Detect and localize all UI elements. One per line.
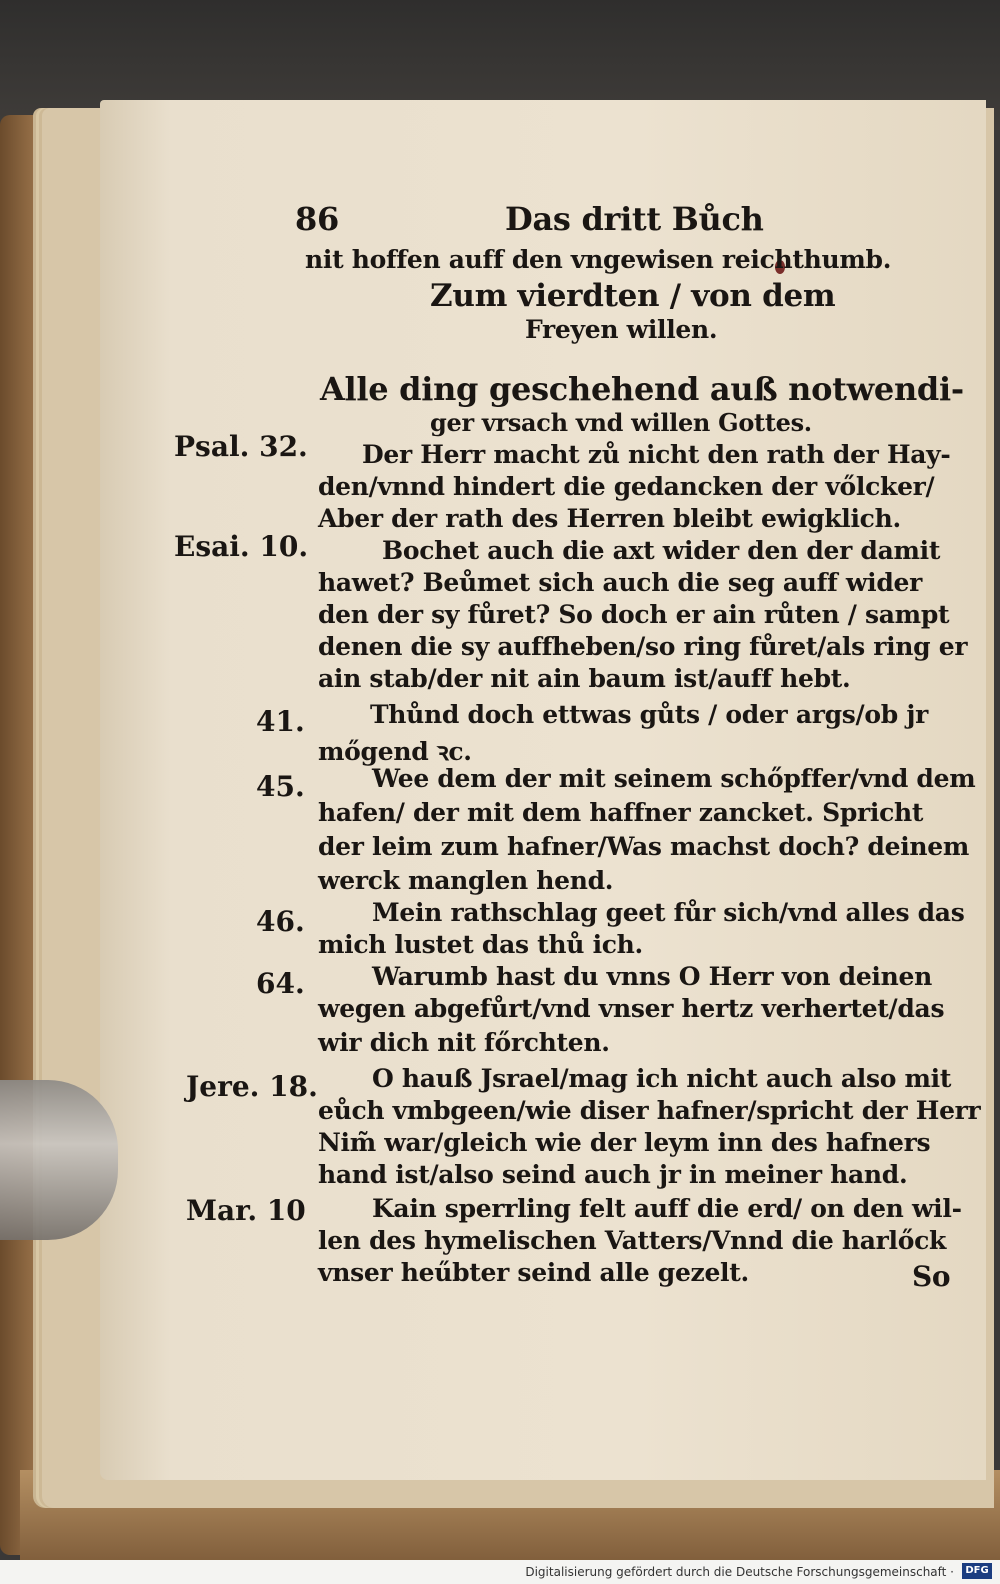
text-line: den/vnnd hindert die gedancken der vőlcker/ [318, 472, 935, 501]
text-line: Der Herr macht zů nicht den rath der Hay- [362, 440, 951, 469]
margin-reference: 64. [256, 967, 305, 1000]
running-title: Das dritt Bůch [505, 200, 764, 238]
text-line: eůch vmbgeen/wie diser hafner/spricht der Herr [318, 1096, 981, 1125]
text-line: mőgend ꝛc. [318, 737, 472, 766]
text-line: Mein rathschlag geet fůr sich/vnd alles das [372, 898, 965, 927]
text-line: Aber der rath des Herren bleibt ewigklich. [318, 504, 901, 533]
text-line: denen die sy auffheben/so ring fůret/als ring er [318, 632, 968, 661]
text-line: mich lustet das thů ich. [318, 930, 643, 959]
intro-line: nit hoffen auff den vngewisen reichthumb. [305, 245, 892, 274]
text-line: Nim̃ war/gleich wie der leym inn des hafners [318, 1128, 931, 1157]
margin-reference: Esai. 10. [174, 530, 309, 563]
text-line: der leim zum hafner/Was machst doch? deinem [318, 832, 970, 861]
book-page [100, 100, 986, 1480]
text-line: Thůnd doch ettwas gůts / oder args/ob jr [370, 700, 928, 729]
text-line: Warumb hast du vnns O Herr von deinen [372, 962, 932, 991]
catchword: So [912, 1260, 951, 1293]
margin-reference: Psal. 32. [174, 430, 308, 463]
text-line: werck manglen hend. [318, 866, 614, 895]
margin-reference: Jere. 18. [186, 1070, 318, 1103]
footer-credit: Digitalisierung gefördert durch die Deutsche Forschungsgemeinschaft · [525, 1565, 954, 1579]
text-line: Wee dem der mit seinem schőpffer/vnd dem [372, 764, 976, 793]
text-line: O hauß Jsrael/mag ich nicht auch also mit [372, 1064, 952, 1093]
text-line: vnser heűbter seind alle gezelt. [318, 1258, 749, 1287]
text-line: den der sy fůret? So doch er ain růten / sampt [318, 600, 950, 629]
text-line: Bochet auch die axt wider den der damit [382, 536, 941, 565]
chapter-title: Zum vierdten / von dem [430, 278, 836, 314]
text-line: len des hymelischen Vatters/Vnnd die harlőck [318, 1226, 947, 1255]
chapter-subtitle: Freyen willen. [525, 315, 718, 344]
section-heading-line-1: Alle ding geschehend auß notwendi- [320, 370, 964, 408]
margin-reference: Mar. 10 [186, 1194, 306, 1227]
text-line: hand ist/also seind auch jr in meiner hand. [318, 1160, 908, 1189]
text-line: hawet? Beůmet sich auch die seg auff wider [318, 568, 922, 597]
margin-reference: 46. [256, 905, 305, 938]
text-line: hafen/ der mit dem haffner zancket. Spricht [318, 798, 924, 827]
text-line: wegen abgefůrt/vnd vnser hertz verhertet/das [318, 994, 945, 1023]
text-line: ain stab/der nit ain baum ist/auff hebt. [318, 664, 851, 693]
dfg-logo: DFG [962, 1563, 992, 1579]
page-number: 86 [295, 200, 339, 238]
text-line: Kain sperrling felt auff die erd/ on den wil- [372, 1194, 962, 1223]
margin-reference: 41. [256, 705, 305, 738]
margin-reference: 45. [256, 770, 305, 803]
section-heading-line-2: ger vrsach vnd willen Gottes. [430, 408, 812, 437]
page-clip [0, 1080, 118, 1240]
text-line: wir dich nit főrchten. [318, 1028, 610, 1057]
